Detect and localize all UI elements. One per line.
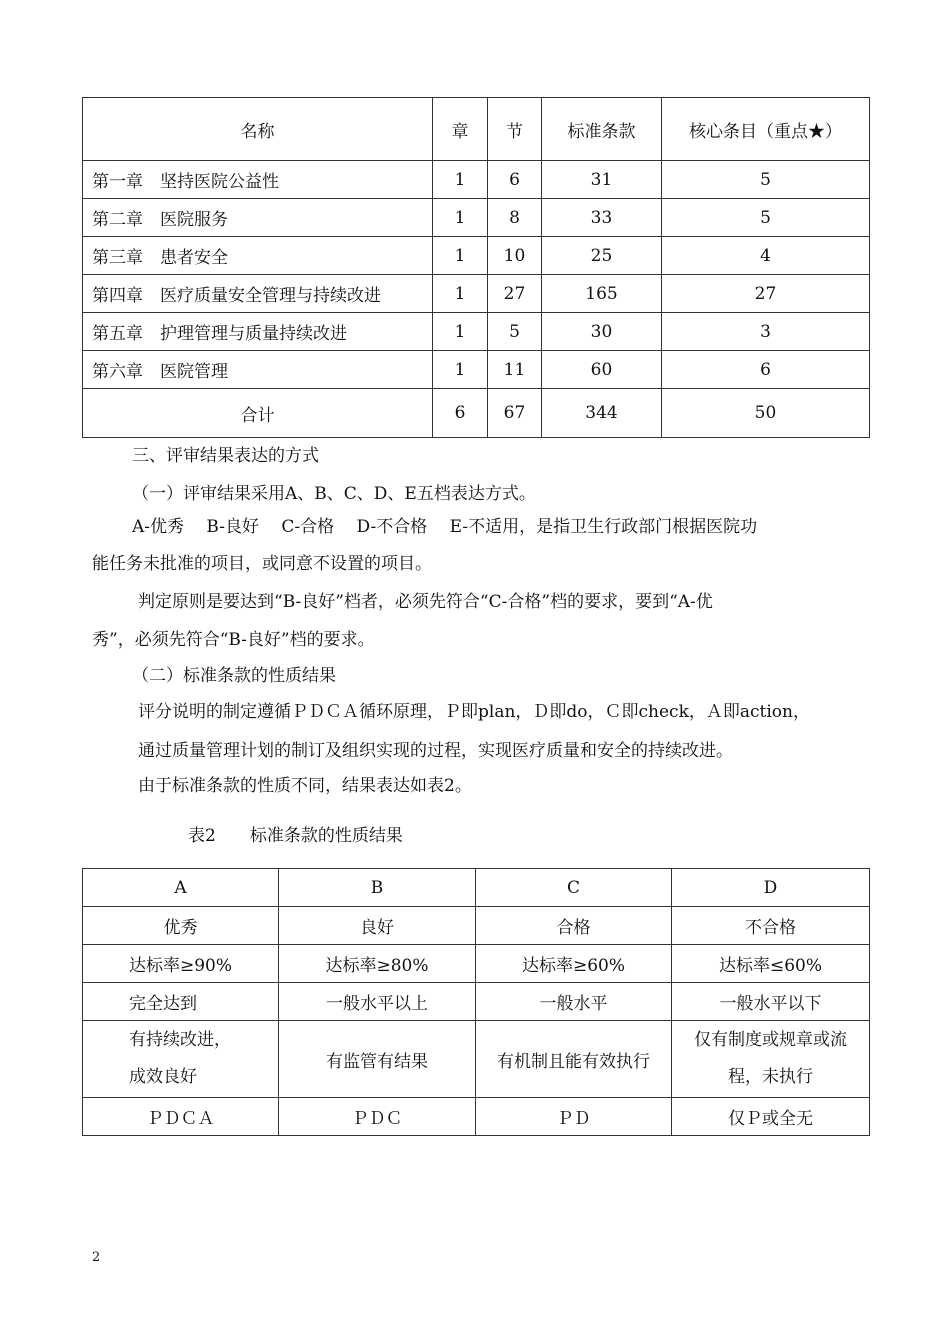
- rate-b: 达标率≥80%: [279, 945, 476, 983]
- header-standard-clauses: 标准条款: [542, 98, 662, 161]
- table-row: [83, 161, 870, 199]
- grades-paragraph-line2: 能任务未批准的项目，或同意不设置的项目。: [92, 554, 432, 574]
- row-chapter: 1: [433, 161, 488, 199]
- row-clauses: 30: [542, 313, 662, 351]
- table-row: [83, 275, 870, 313]
- desc-d: [672, 1021, 870, 1098]
- rate-a: 达标率≥90%: [83, 945, 279, 983]
- row-chapter: 1: [433, 351, 488, 389]
- desc-b: 有监管有结果: [279, 1021, 476, 1098]
- label-b: 良好: [279, 907, 476, 945]
- header-name: 名称: [83, 98, 433, 161]
- principle-paragraph-line2: 秀”，必须先符合“B-良好”档的要求。: [92, 630, 375, 650]
- row-core: 3: [662, 313, 870, 351]
- desc-a: [83, 1021, 279, 1098]
- pdca-c: ＰＤ: [476, 1098, 672, 1136]
- pdca-row: [83, 1098, 870, 1136]
- table2-caption: 表2 标准条款的性质结果: [188, 826, 403, 846]
- row-name: 第一章 坚持医院公益性: [83, 161, 433, 199]
- pdca-paragraph-line1: 评分说明的制定遵循ＰＤＣＡ循环原理，Ｐ即plan，Ｄ即do，Ｃ即check，Ａ即action，: [138, 702, 810, 722]
- label-row: [83, 907, 870, 945]
- total-core: 50: [662, 389, 870, 438]
- clause-result-table: [82, 868, 870, 1136]
- row-section: 11: [488, 351, 542, 389]
- level-row: [83, 983, 870, 1021]
- row-name: 第二章 医院服务: [83, 199, 433, 237]
- pdca-d: 仅Ｐ或全无: [672, 1098, 870, 1136]
- rate-row: [83, 945, 870, 983]
- grade-c: C: [476, 869, 672, 907]
- level-c: 一般水平: [476, 983, 672, 1021]
- grades-paragraph-line1: A-优秀 B-良好 C-合格 D-不合格 E-不适用，是指卫生行政部门根据医院功: [132, 517, 758, 537]
- row-core: 6: [662, 351, 870, 389]
- label-a: 优秀: [83, 907, 279, 945]
- table-row: [83, 313, 870, 351]
- row-clauses: 165: [542, 275, 662, 313]
- desc-a-line1: 有持续改进，: [129, 1030, 231, 1050]
- desc-c: 有机制且能有效执行: [476, 1021, 672, 1098]
- row-core: 5: [662, 161, 870, 199]
- row-core: 27: [662, 275, 870, 313]
- row-clauses: 31: [542, 161, 662, 199]
- chapter-summary-table: [82, 97, 870, 438]
- desc-d-line2: 程，未执行: [728, 1067, 813, 1087]
- principle-paragraph-line1: 判定原则是要达到“B-良好”档者，必须先符合“C-合格”档的要求，要到“A-优: [138, 592, 713, 612]
- row-section: 8: [488, 199, 542, 237]
- header-chapter: 章: [433, 98, 488, 161]
- row-clauses: 33: [542, 199, 662, 237]
- rate-c: 达标率≥60%: [476, 945, 672, 983]
- header-core-items: 核心条目（重点★）: [662, 98, 870, 161]
- header-section: 节: [488, 98, 542, 161]
- grade-a: A: [83, 869, 279, 907]
- row-chapter: 1: [433, 275, 488, 313]
- table-row: [83, 199, 870, 237]
- description-row: [83, 1021, 870, 1098]
- row-name: 第五章 护理管理与质量持续改进: [83, 313, 433, 351]
- row-section: 5: [488, 313, 542, 351]
- section3-title: 三、评审结果表达的方式: [132, 446, 319, 466]
- row-section: 6: [488, 161, 542, 199]
- total-section: 67: [488, 389, 542, 438]
- table-row: [83, 351, 870, 389]
- subsection2-title: （二）标准条款的性质结果: [132, 666, 336, 686]
- level-d: 一般水平以下: [672, 983, 870, 1021]
- grade-row: [83, 869, 870, 907]
- grade-d: D: [672, 869, 870, 907]
- total-label: 合计: [83, 389, 433, 438]
- row-name: 第四章 医疗质量安全管理与持续改进: [83, 275, 433, 313]
- row-core: 5: [662, 199, 870, 237]
- pdca-b: ＰＤＣ: [279, 1098, 476, 1136]
- label-d: 不合格: [672, 907, 870, 945]
- row-clauses: 60: [542, 351, 662, 389]
- desc-a-line2: 成效良好: [129, 1067, 197, 1087]
- result-expression-line: 由于标准条款的性质不同，结果表达如表2。: [138, 776, 472, 796]
- row-section: 10: [488, 237, 542, 275]
- desc-d-line1: 仅有制度或规章或流: [694, 1030, 847, 1050]
- total-chapter: 6: [433, 389, 488, 438]
- rate-d: 达标率≤60%: [672, 945, 870, 983]
- row-chapter: 1: [433, 199, 488, 237]
- subsection1-title: （一）评审结果采用A、B、C、D、E五档表达方式。: [132, 484, 536, 504]
- row-section: 27: [488, 275, 542, 313]
- grade-b: B: [279, 869, 476, 907]
- total-clauses: 344: [542, 389, 662, 438]
- pdca-paragraph-line2: 通过质量管理计划的制订及组织实现的过程，实现医疗质量和安全的持续改进。: [138, 741, 733, 761]
- row-clauses: 25: [542, 237, 662, 275]
- page-number: 2: [92, 1250, 101, 1265]
- level-a: 完全达到: [83, 983, 279, 1021]
- row-chapter: 1: [433, 313, 488, 351]
- row-chapter: 1: [433, 237, 488, 275]
- row-name: 第三章 患者安全: [83, 237, 433, 275]
- label-c: 合格: [476, 907, 672, 945]
- table-row: [83, 237, 870, 275]
- pdca-a: ＰＤＣＡ: [83, 1098, 279, 1136]
- row-name: 第六章 医院管理: [83, 351, 433, 389]
- table-total-row: [83, 389, 870, 438]
- table-header-row: [83, 98, 870, 161]
- row-core: 4: [662, 237, 870, 275]
- level-b: 一般水平以上: [279, 983, 476, 1021]
